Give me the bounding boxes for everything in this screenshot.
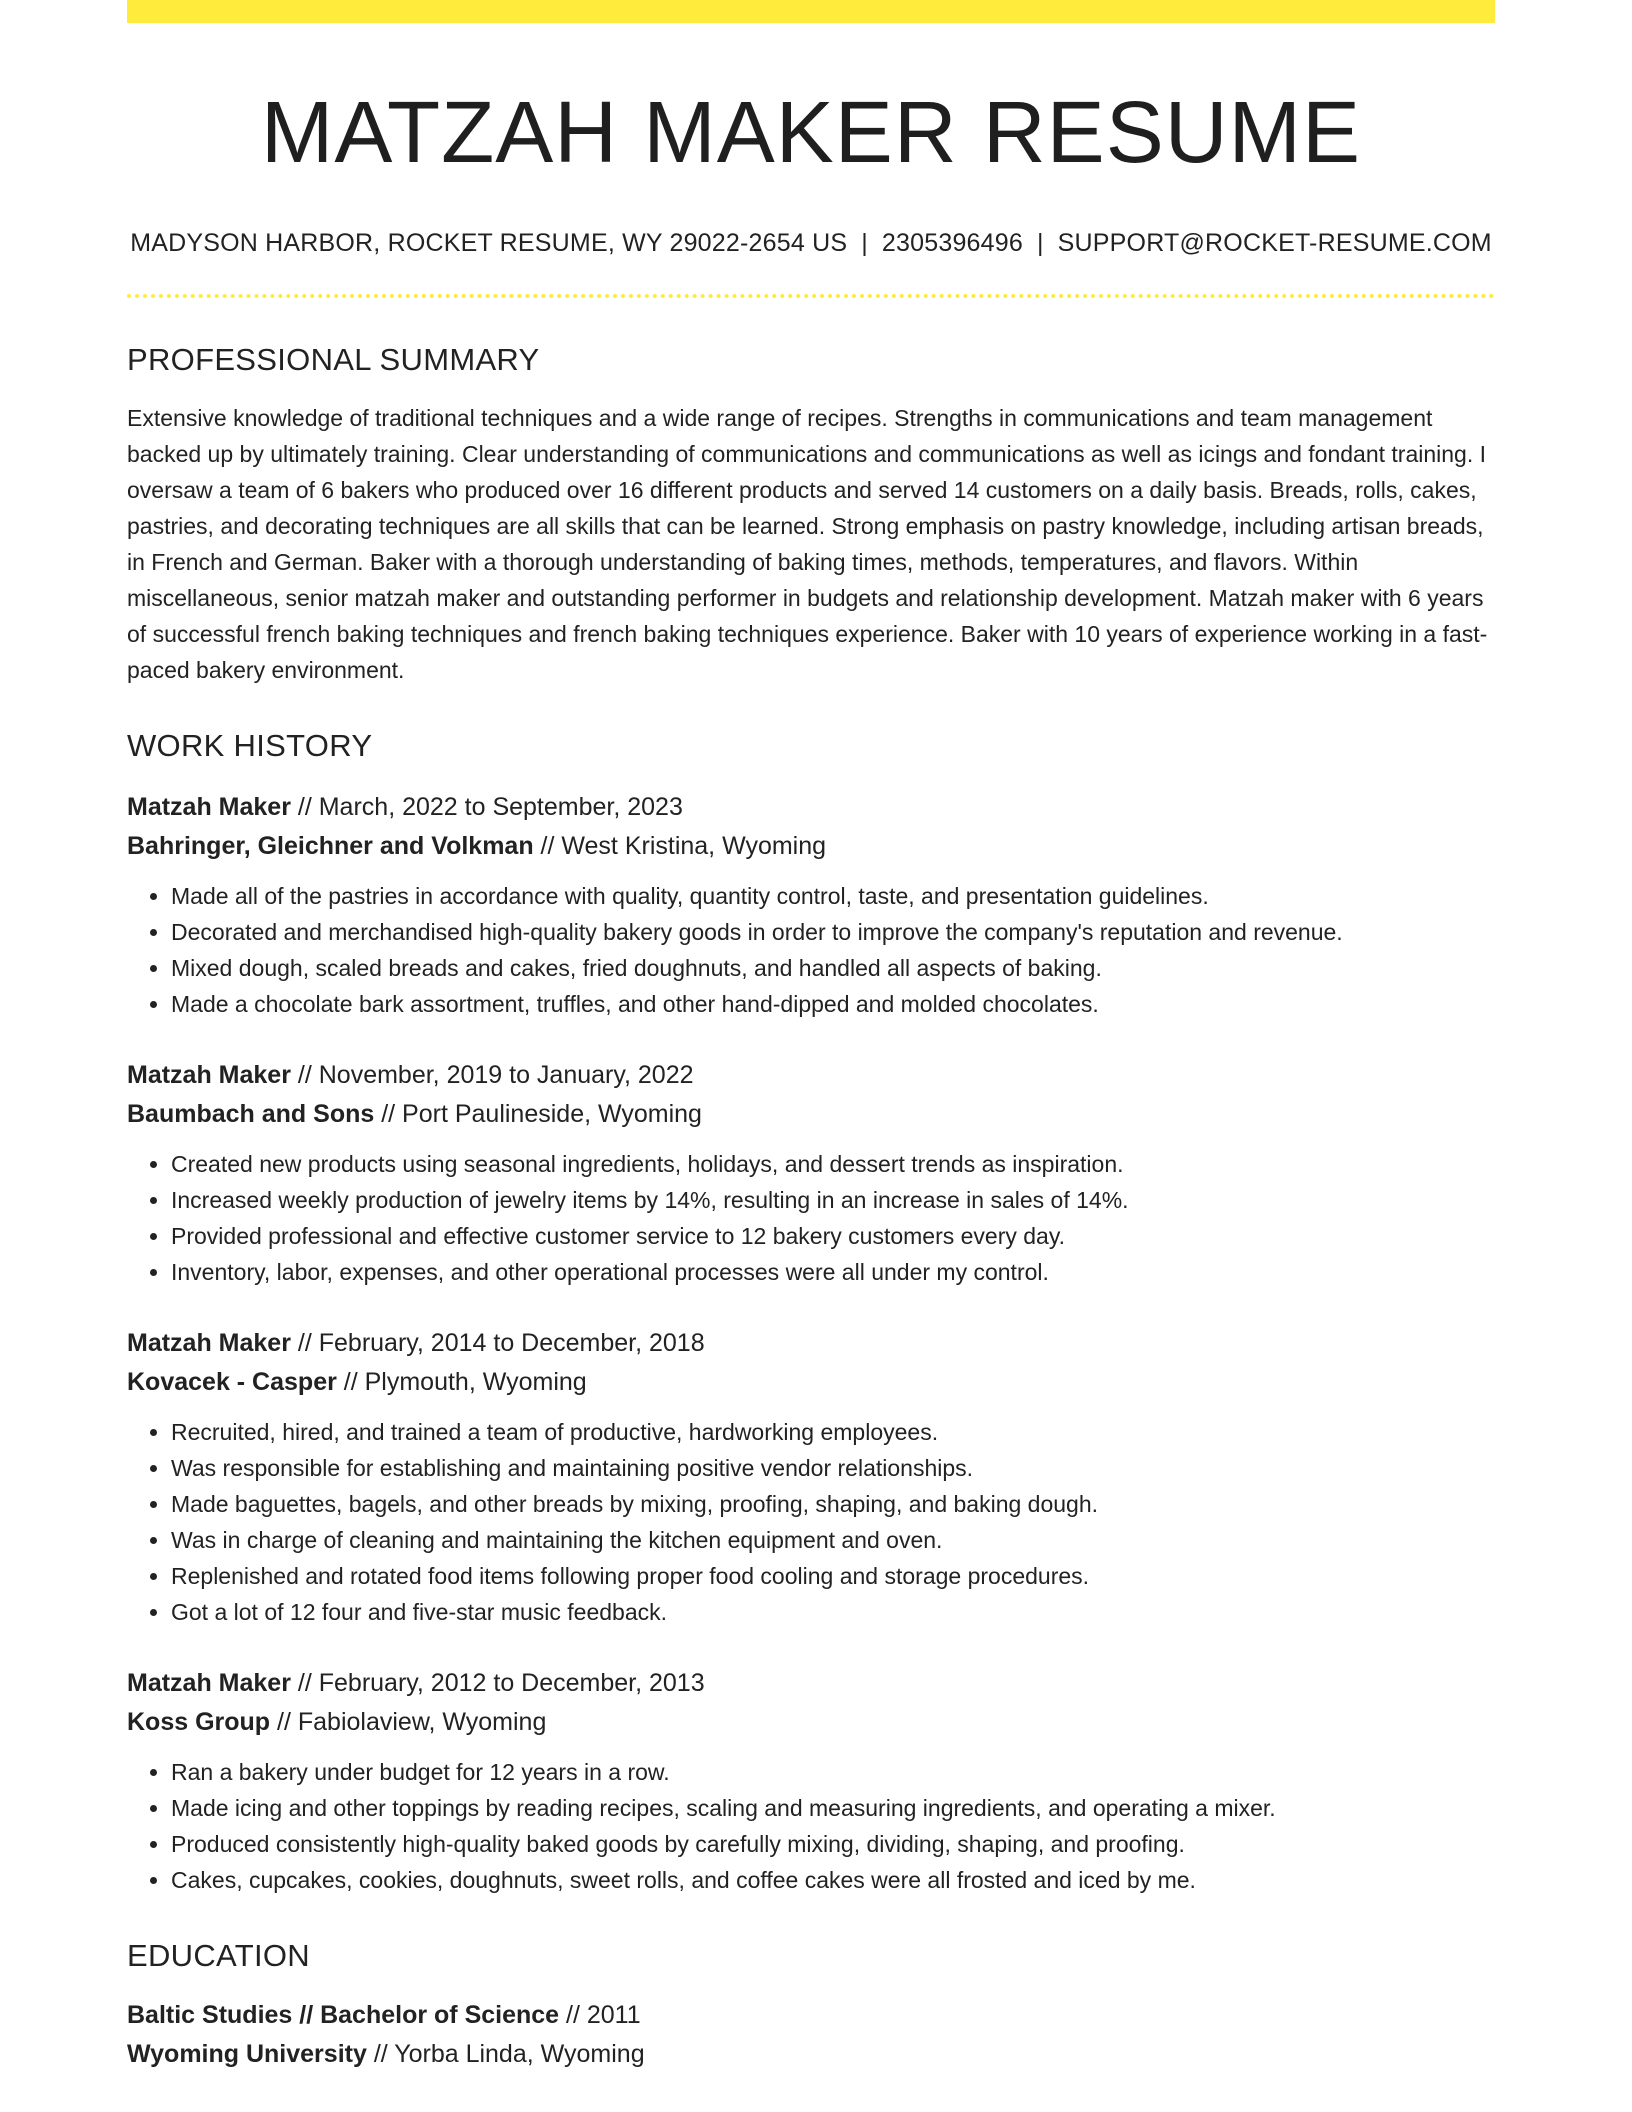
job-bullet: • Inventory, labor, expenses, and other operational processes were all under my control.	[171, 1254, 1495, 1290]
education-school-line	[127, 2035, 1495, 2074]
job-bullet: • Cakes, cupcakes, cookies, doughnuts, sweet rolls, and coffee cakes were all frosted and iced by me.	[171, 1862, 1495, 1898]
job-location: // Plymouth, Wyoming	[336, 1367, 587, 1396]
job-bullet: • Was in charge of cleaning and maintaining the kitchen equipment and oven.	[171, 1522, 1495, 1558]
job-role-line	[127, 1664, 1495, 1703]
contact-line	[127, 229, 1495, 258]
job-bullet: • Increased weekly production of jewelry items by 14%, resulting in an increase in sales of 14%.	[171, 1182, 1495, 1218]
job-bullet: • Got a lot of 12 four and five-star music feedback.	[171, 1594, 1495, 1630]
education-school: Wyoming University	[127, 2039, 367, 2068]
job-bullet: • Was responsible for establishing and maintaining positive vendor relationships.	[171, 1450, 1495, 1486]
contact-separator: |	[861, 228, 868, 257]
job-role-line	[127, 788, 1495, 827]
job-role: Matzah Maker	[127, 1060, 291, 1089]
job-bullet: • Made all of the pastries in accordance with quality, quantity control, taste, and presentation guidelines.	[171, 878, 1495, 914]
resume-page	[127, 0, 1495, 2074]
job-bullets	[127, 1414, 1495, 1630]
education-degree-line	[127, 1996, 1495, 2035]
job-bullet: • Provided professional and effective customer service to 12 bakery customers every day.	[171, 1218, 1495, 1254]
job-company-line	[127, 1095, 1495, 1134]
job-dates: // November, 2019 to January, 2022	[290, 1060, 694, 1089]
education-heading: EDUCATION	[127, 1937, 310, 1973]
education-location: // Yorba Linda, Wyoming	[366, 2039, 645, 2068]
job-bullet: • Made baguettes, bagels, and other breads by mixing, proofing, shaping, and baking dough.	[171, 1486, 1495, 1522]
job-entry	[127, 1664, 1495, 1898]
contact-separator: |	[1036, 228, 1044, 257]
job-bullets	[127, 1754, 1495, 1898]
summary-text: Extensive knowledge of traditional techniques and a wide range of recipes. Strengths in communications and team management backed up by ultimately training. Clear understanding of communications and communications as well as icings and fondant training. I oversaw a team of 6 bakers who produced over 16 different products and served 14 customers on a daily basis. Breads, rolls, cakes, pastries, and decorating techniques are all skills that can be learned. Strong emphasis on pastry knowledge, including artisan breads, in French and German. Baker with a thorough understanding of baking times, methods, temperatures, and flavors. Within miscellaneous, senior matzah maker and outstanding performer in budgets and relationship development. Matzah maker with 6 years of successful french baking techniques and french baking techniques experience. Baker with 10 years of experience working in a fast-paced bakery environment.	[127, 404, 1488, 683]
contact-phone: 2305396496	[881, 228, 1023, 257]
resume-title: MATZAH MAKER RESUME	[260, 84, 1362, 181]
job-company-line	[127, 1703, 1495, 1742]
job-bullets	[127, 1146, 1495, 1290]
job-bullets	[127, 878, 1495, 1022]
job-bullet: • Produced consistently high-quality baked goods by carefully mixing, dividing, shaping, and proofing.	[171, 1826, 1495, 1862]
education-entry	[127, 1996, 1495, 2074]
education-year: // 2011	[559, 2000, 641, 2029]
job-location: // Port Paulineside, Wyoming	[374, 1099, 702, 1128]
job-bullet: • Ran a bakery under budget for 12 years in a row.	[171, 1754, 1495, 1790]
job-location: // Fabiolaview, Wyoming	[270, 1707, 547, 1736]
job-entry	[127, 788, 1495, 1022]
job-company: Kovacek - Casper	[127, 1367, 337, 1396]
job-role-line	[127, 1056, 1495, 1095]
contact-address: MADYSON HARBOR, ROCKET RESUME, WY 29022-2654 US	[130, 228, 848, 257]
job-company: Baumbach and Sons	[127, 1099, 375, 1128]
summary-heading: PROFESSIONAL SUMMARY	[127, 341, 540, 377]
job-company: Koss Group	[127, 1707, 271, 1736]
work-history-heading: WORK HISTORY	[127, 727, 373, 763]
contact-email: SUPPORT@ROCKET-RESUME.COM	[1057, 228, 1492, 257]
job-bullet: • Created new products using seasonal ingredients, holidays, and dessert trends as inspiration.	[171, 1146, 1495, 1182]
job-dates: // February, 2012 to December, 2013	[290, 1668, 705, 1697]
job-role: Matzah Maker	[127, 792, 291, 821]
job-company-line	[127, 827, 1495, 866]
job-dates: // March, 2022 to September, 2023	[290, 792, 683, 821]
job-bullet: • Recruited, hired, and trained a team of productive, hardworking employees.	[171, 1414, 1495, 1450]
job-role: Matzah Maker	[127, 1668, 291, 1697]
job-bullet: • Decorated and merchandised high-quality bakery goods in order to improve the company's reputation and revenue.	[171, 914, 1495, 950]
job-location: // West Kristina, Wyoming	[533, 831, 827, 860]
job-role: Matzah Maker	[127, 1328, 291, 1357]
dotted-divider	[127, 294, 1495, 298]
job-company: Bahringer, Gleichner and Volkman	[127, 831, 534, 860]
job-entry	[127, 1056, 1495, 1290]
job-dates: // February, 2014 to December, 2018	[290, 1328, 705, 1357]
job-bullet: • Replenished and rotated food items following proper food cooling and storage procedures.	[171, 1558, 1495, 1594]
education-degree: Baltic Studies // Bachelor of Science	[127, 2000, 560, 2029]
accent-bar	[127, 0, 1495, 23]
job-role-line	[127, 1324, 1495, 1363]
job-company-line	[127, 1363, 1495, 1402]
job-bullet: • Made icing and other toppings by reading recipes, scaling and measuring ingredients, and operating a mixer.	[171, 1790, 1495, 1826]
job-bullet: • Mixed dough, scaled breads and cakes, fried doughnuts, and handled all aspects of baking.	[171, 950, 1495, 986]
job-entry	[127, 1324, 1495, 1630]
job-bullet: • Made a chocolate bark assortment, truffles, and other hand-dipped and molded chocolates.	[171, 986, 1495, 1022]
